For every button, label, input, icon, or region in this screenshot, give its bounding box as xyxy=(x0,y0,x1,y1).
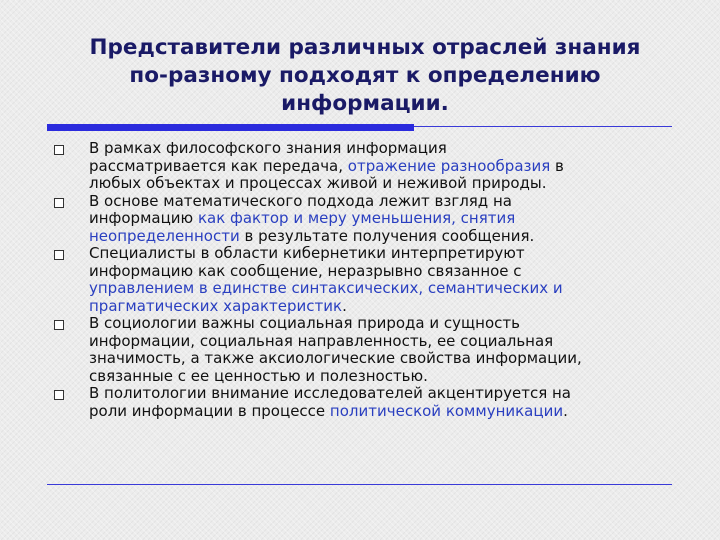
highlighted-term: как фактор и меру уменьшения, снятия xyxy=(197,209,516,227)
title-line: по-разному подходят к определению xyxy=(129,63,601,88)
bullet-text: информацию xyxy=(89,209,198,227)
slide-title xyxy=(40,34,690,118)
bullet-list xyxy=(50,140,680,420)
title-line: информации. xyxy=(281,91,449,116)
highlighted-term: неопределенности xyxy=(89,226,240,245)
bullet-text: связанные с ее ценностью и полезностью. xyxy=(89,366,428,385)
bullet-text: в результате получения сообщения. xyxy=(239,226,535,245)
bullet-mathematics xyxy=(50,193,680,246)
bullet-text: Специалисты в области кибернетики интерпретируют xyxy=(89,244,525,262)
bottom-divider xyxy=(47,484,672,485)
square-bullet-icon xyxy=(54,390,64,400)
square-bullet-icon xyxy=(54,320,64,330)
highlighted-term: прагматических характеристик xyxy=(89,296,343,315)
bullet-text: . xyxy=(563,401,568,420)
bullet-sociology xyxy=(50,315,680,385)
title-underline-bar xyxy=(47,124,414,131)
bullet-text: в xyxy=(550,156,564,175)
highlighted-term: политической коммуникации xyxy=(329,401,564,420)
title-line: Представители различных отраслей знания xyxy=(89,35,641,60)
bullet-text: В рамках философского знания информация xyxy=(89,139,447,157)
bullet-text: значимость, а также аксиологические свойства информации, xyxy=(89,349,582,367)
square-bullet-icon xyxy=(54,250,64,260)
square-bullet-icon xyxy=(54,198,64,208)
bullet-text: . xyxy=(342,296,347,315)
bullet-text: В основе математического подхода лежит взгляд на xyxy=(89,191,512,210)
bullet-cybernetics xyxy=(50,245,680,315)
bullet-text: В политологии внимание исследователей акцентируется на xyxy=(89,384,571,402)
bullet-philosophy xyxy=(50,140,680,193)
bullet-politology xyxy=(50,385,680,420)
bullet-text: информации, социальная направленность, ее социальная xyxy=(89,331,554,350)
bullet-text: информацию как сообщение, неразрывно связанное с xyxy=(89,261,522,280)
highlighted-term: управлением в единстве синтаксических, семантических и xyxy=(89,279,563,297)
bullet-text: рассматривается как передача, xyxy=(89,156,348,175)
bullet-text: любых объектах и процессах живой и неживой природы. xyxy=(89,174,547,192)
bullet-text: роли информации в процессе xyxy=(89,401,330,420)
highlighted-term: отражение разнообразия xyxy=(347,156,551,175)
square-bullet-icon xyxy=(54,145,64,155)
bullet-text: В социологии важны социальная природа и сущность xyxy=(89,314,520,332)
